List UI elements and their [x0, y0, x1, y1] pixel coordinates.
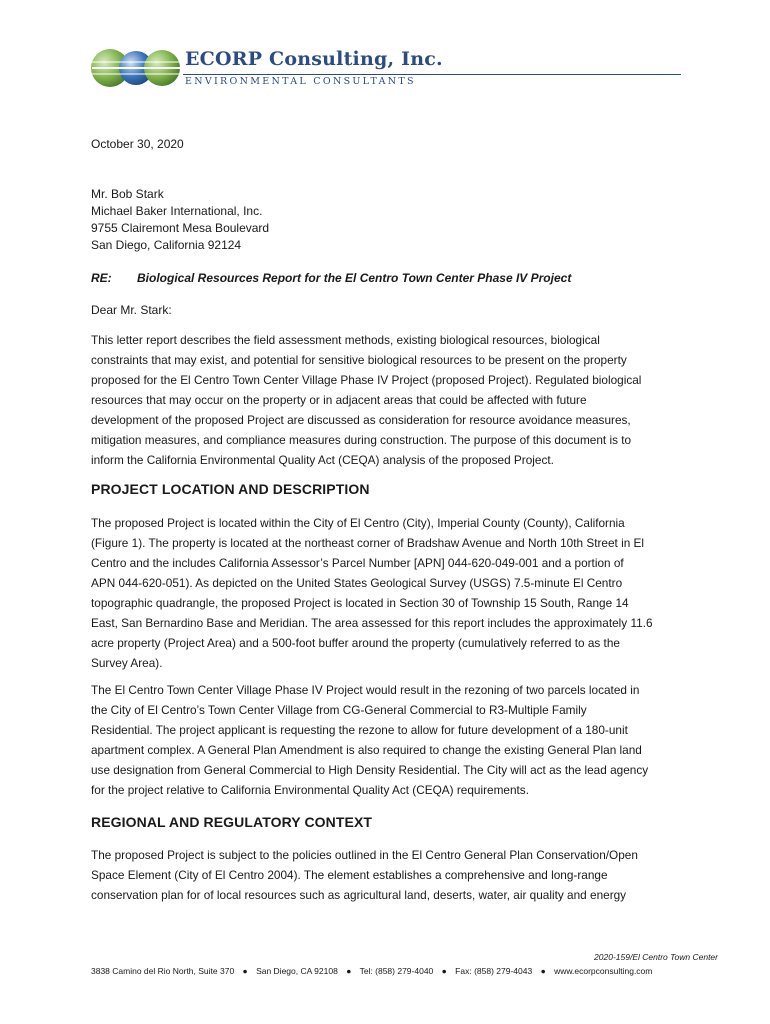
bullet-separator: ●: [441, 966, 447, 976]
footer-reference: 2020-159/El Centro Town Center: [594, 952, 718, 962]
recipient-address: [91, 186, 681, 254]
text-line: Space Element (City of El Centro 2004). The element establishes a comprehensive and long-range: [91, 868, 608, 882]
text-line: conservation plan for of local resources such as agricultural land, deserts, water, air quality and energy: [91, 888, 627, 902]
regulatory-context-paragraph: [91, 845, 683, 905]
text-line: The El Centro Town Center Village Phase IV Project would result in the rezoning of two parcels located in: [91, 683, 640, 697]
footer-address: 3838 Camino del Rio North, Suite 370: [91, 966, 235, 976]
footer-city: San Diego, CA 92108: [256, 966, 338, 976]
recipient-line: San Diego, California 92124: [91, 238, 242, 252]
text-line: APN 044-620-051). As depicted on the United States Geological Survey (USGS) 7.5-minute El Centro: [91, 576, 623, 590]
company-name: ECORP Consulting, Inc.: [185, 48, 443, 70]
project-location-paragraph: [91, 513, 683, 673]
re-label: RE:: [91, 271, 112, 285]
footer-website-link[interactable]: www.ecorpconsulting.com: [554, 966, 653, 976]
text-line: constraints that may exist, and potential for sensitive biological resources to be present on the property: [91, 353, 627, 367]
globe-logo-icon: [90, 46, 182, 90]
footer-fax: Fax: (858) 279-4043: [455, 966, 533, 976]
company-tagline: ENVIRONMENTAL CONSULTANTS: [185, 76, 416, 87]
text-line: use designation from General Commercial to High Density Residential. The City will act as the lead agency: [91, 763, 649, 777]
text-line: Centro and the includes California Assessor’s Parcel Number [APN] 044-620-049-001 and a portion of: [91, 556, 624, 570]
footer-contact: [91, 966, 691, 976]
project-description-paragraph: [91, 680, 683, 800]
recipient-line: Mr. Bob Stark: [91, 187, 164, 201]
letterhead-rule: [183, 74, 681, 75]
salutation: Dear Mr. Stark:: [91, 303, 172, 317]
text-line: for the project relative to California Environmental Quality Act (CEQA) requirements.: [91, 783, 529, 797]
recipient-line: 9755 Clairemont Mesa Boulevard: [91, 221, 270, 235]
text-line: development of the proposed Project are discussed as consideration for resource avoidance measures,: [91, 413, 631, 427]
intro-paragraph: [91, 330, 683, 470]
text-line: proposed for the El Centro Town Center Village Phase IV Project (proposed Project). Regulated biological: [91, 373, 642, 387]
bullet-separator: ●: [346, 966, 352, 976]
text-line: The proposed Project is subject to the policies outlined in the El Centro General Plan Conservation/Open: [91, 848, 638, 862]
text-line: The proposed Project is located within the City of El Centro (City), Imperial County (County), California: [91, 516, 625, 530]
text-line: Survey Area).: [91, 656, 163, 670]
company-logo: [90, 46, 690, 90]
text-line: (Figure 1). The property is located at the northeast corner of Bradshaw Avenue and North 10th Street in El: [91, 536, 645, 550]
text-line: topographic quadrangle, the proposed Project is located in Section 30 of Township 15 South, Range 14: [91, 596, 629, 610]
bullet-separator: ●: [540, 966, 546, 976]
bullet-separator: ●: [242, 966, 248, 976]
text-line: inform the California Environmental Quality Act (CEQA) analysis of the proposed Project.: [91, 453, 554, 467]
text-line: This letter report describes the field assessment methods, existing biological resources, biological: [91, 333, 600, 347]
letter-date: October 30, 2020: [91, 137, 184, 151]
text-line: mitigation measures, and compliance measures during construction. The purpose of this document is to: [91, 433, 632, 447]
footer-tel: Tel: (858) 279-4040: [359, 966, 434, 976]
text-line: Residential. The project applicant is requesting the rezone to allow for future development of a 180-unit: [91, 723, 628, 737]
text-line: acre property (Project Area) and a 500-foot buffer around the property (cumulatively referred to as the: [91, 636, 620, 650]
text-line: the City of El Centro’s Town Center Village from CG-General Commercial to R3-Multiple Family: [91, 703, 587, 717]
text-line: apartment complex. A General Plan Amendment is also required to change the existing General Plan land: [91, 743, 642, 757]
text-line: resources that may occur on the property or in adjacent areas that could be affected with future: [91, 393, 587, 407]
re-subject: Biological Resources Report for the El Centro Town Center Phase IV Project: [137, 271, 572, 285]
text-line: East, San Bernardino Base and Meridian. The area assessed for this report includes the approximately 11.6: [91, 616, 653, 630]
recipient-line: Michael Baker International, Inc.: [91, 204, 263, 218]
section-heading-regulatory-context: REGIONAL AND REGULATORY CONTEXT: [91, 814, 373, 830]
section-heading-project-location: PROJECT LOCATION AND DESCRIPTION: [91, 481, 370, 497]
